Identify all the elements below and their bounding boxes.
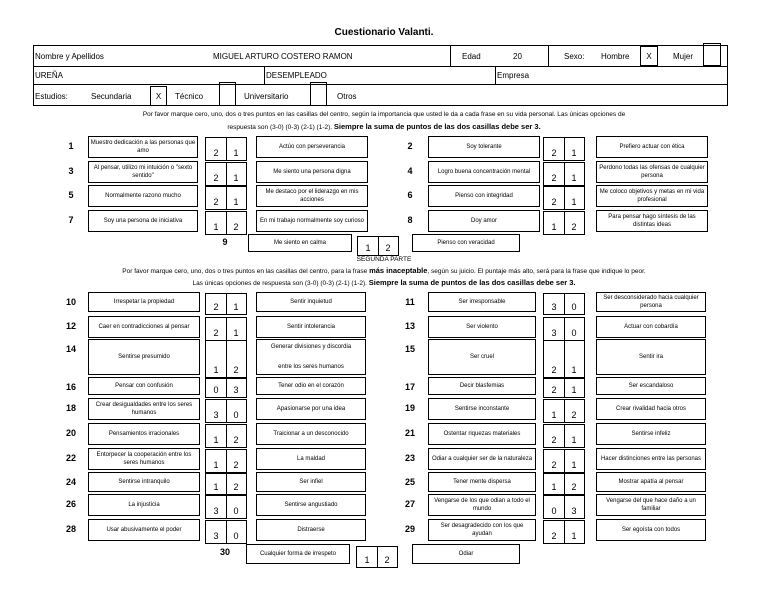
score-cell-first[interactable]: 0 <box>213 385 219 395</box>
statement-a: Muestro dedicación a las personas que amo <box>88 136 198 158</box>
score-cell-second[interactable]: 1 <box>571 460 577 470</box>
statement-b: Sentirse infeliz <box>596 423 706 445</box>
sex-label: Sexo: <box>564 52 585 61</box>
item-number: 21 <box>404 428 415 438</box>
statement-b-line2: entre los seres humanos <box>278 364 344 370</box>
part2-instruction-bold2: Siempre la suma de puntos de las dos casillas debe ser 3. <box>368 278 576 287</box>
secundaria-checkbox[interactable]: X <box>150 86 167 106</box>
statement-a: Odiar a cualquier ser de la naturaleza <box>428 448 536 470</box>
score-pair <box>543 162 585 186</box>
score-pair <box>543 399 585 423</box>
statement-b: Apasionarse por una idea <box>256 398 366 420</box>
part2-instruction-options: Las únicas opciones de respuesta son (3-0) (0-3) (2-1) (1-2). <box>192 280 367 287</box>
score-pair <box>356 546 398 568</box>
score-cell-first[interactable]: 1 <box>365 243 371 253</box>
score-cell-first[interactable]: 1 <box>213 435 219 445</box>
score-cell-second[interactable]: 1 <box>233 197 239 207</box>
score-cell-second[interactable]: 2 <box>571 222 577 232</box>
statement-a: Decir blasfemias <box>428 377 536 395</box>
score-pair <box>543 520 585 544</box>
statement-a: Ser irresponsable <box>428 292 536 312</box>
part1-instruction-line2 <box>0 121 768 133</box>
statement-a: Pienso con integridad <box>428 185 540 207</box>
score-cell-first[interactable]: 3 <box>213 410 219 420</box>
score-pair <box>357 236 399 256</box>
statement-b: Me destaco por el liderazgo en mis acciones <box>256 185 368 207</box>
score-pair <box>205 186 247 210</box>
score-cell-first[interactable]: 2 <box>213 302 219 312</box>
statement-b: Para pensar hago síntesis de las distintas ideas <box>596 210 708 232</box>
statement-a: Entorpecer la cooperación entre los seres humanos <box>88 448 200 470</box>
score-cell-second[interactable]: 2 <box>384 555 390 565</box>
score-cell-second[interactable]: 1 <box>571 435 577 445</box>
score-pair <box>205 399 247 423</box>
statement-a: La injusticia <box>88 494 200 516</box>
item-number: 20 <box>65 428 76 438</box>
score-cell-second[interactable]: 3 <box>233 385 239 395</box>
statement-b: Sentir ira <box>596 339 706 375</box>
header-divider-age <box>450 45 451 66</box>
score-cell-first[interactable]: 1 <box>364 555 370 565</box>
part2-instruction-line2 <box>0 277 768 289</box>
statement-a: Normalmente razono mucho <box>88 185 198 207</box>
item-number: 16 <box>65 382 76 392</box>
score-pair <box>543 186 585 210</box>
score-cell-first[interactable]: 2 <box>213 197 219 207</box>
score-cell-first[interactable]: 2 <box>551 460 557 470</box>
statement-b: Mostrar apatía al pensar <box>596 472 706 492</box>
item-number: 8 <box>407 215 413 225</box>
score-cell-first[interactable]: 1 <box>213 460 219 470</box>
statement-b: Perdono todas las ofensas de cualquier persona <box>596 161 708 183</box>
statement-b: Sentir inquietud <box>256 292 366 312</box>
statement-a: Ser violento <box>428 316 536 338</box>
statement-b: La maldad <box>256 448 366 470</box>
item-number: 7 <box>68 215 74 225</box>
score-cell-first[interactable]: 2 <box>551 435 557 445</box>
score-cell-second[interactable]: 0 <box>233 506 239 516</box>
statement-a: Soy una persona de iniciativa <box>88 210 198 232</box>
score-cell-first[interactable]: 2 <box>551 365 557 375</box>
score-cell-second[interactable]: 1 <box>571 385 577 395</box>
score-pair <box>205 137 247 161</box>
score-cell-first[interactable]: 3 <box>213 531 219 541</box>
statement-b: Ser egoísta con todos <box>596 519 706 541</box>
secundaria-label: Secundaria <box>91 92 132 101</box>
statement-a: Doy amor <box>428 210 540 232</box>
item-number: 27 <box>404 499 415 509</box>
score-cell-first[interactable]: 1 <box>213 365 219 375</box>
item-number: 11 <box>405 297 415 307</box>
score-cell-first[interactable]: 2 <box>551 197 557 207</box>
score-pair <box>543 340 585 378</box>
score-cell-second[interactable]: 2 <box>233 460 239 470</box>
header-line-2 <box>33 66 728 67</box>
form-title: Cuestionario Valanti. <box>334 27 434 38</box>
score-cell-second[interactable]: 1 <box>571 197 577 207</box>
score-cell-second[interactable]: 0 <box>233 410 239 420</box>
header-line-3 <box>33 84 728 85</box>
item-number: 13 <box>404 321 415 331</box>
score-pair <box>205 340 247 378</box>
part1-instruction-options: respuesta son (3-0) (0-3) (2-1) (1-2). <box>227 124 333 131</box>
score-cell-second[interactable]: 0 <box>571 328 577 338</box>
header-border-left <box>33 45 34 106</box>
score-cell-second[interactable]: 2 <box>571 482 577 492</box>
score-cell-second[interactable]: 3 <box>571 506 577 516</box>
part1-instruction-line1: Por favor marque cero, uno, dos o tres puntos en las casillas del centro, según la importancia que usted le da a cada frase en su vida personal. Las únicas opciones de <box>142 111 626 118</box>
statement-b: Hacer distinciones entre las personas <box>596 448 706 470</box>
statement-a: Usar abusivamente el poder <box>88 519 200 541</box>
item-number: 2 <box>407 141 413 151</box>
score-cell-second[interactable]: 2 <box>233 222 239 232</box>
score-cell-first[interactable]: 1 <box>213 482 219 492</box>
score-cell-second[interactable]: 2 <box>233 435 239 445</box>
item-number: 17 <box>404 382 415 392</box>
score-pair <box>543 317 585 341</box>
item-number: 22 <box>65 453 76 463</box>
statement-b: Me coloco objetivos y metas en mi vida profesional <box>596 185 708 207</box>
female-label: Mujer <box>673 52 694 61</box>
score-pair <box>205 473 247 495</box>
statement-b <box>256 339 366 375</box>
age-value[interactable]: 20 <box>513 52 522 61</box>
score-cell-first[interactable]: 2 <box>213 173 219 183</box>
score-cell-second[interactable]: 2 <box>233 365 239 375</box>
part2-instruction-post: , según su juicio. El puntaje más alto, será para la frase que indique lo peor. <box>427 268 646 275</box>
item-number: 23 <box>404 453 415 463</box>
item-number: 14 <box>65 344 76 354</box>
score-cell-first[interactable]: 2 <box>213 148 219 158</box>
score-pair <box>543 137 585 161</box>
score-pair <box>543 449 585 473</box>
statement-b: Prefiero actuar con ética <box>596 136 708 158</box>
statement-a: Sentirse inconstante <box>428 398 536 420</box>
statement-a: Soy tolerante <box>428 136 540 158</box>
score-cell-first[interactable]: 1 <box>551 410 557 420</box>
score-cell-second[interactable]: 1 <box>571 365 577 375</box>
statement-a: Ser desagradecido con los que ayudan <box>428 519 536 541</box>
statement-a: Caer en contradicciones al pensar <box>88 316 200 338</box>
item-number: 6 <box>407 190 413 200</box>
statement-a: Me siento en calma <box>248 234 352 252</box>
statement-b: Actúo con perseverancia <box>256 136 368 158</box>
statement-a: Irrespetar la propiedad <box>88 292 200 312</box>
score-cell-second[interactable]: 2 <box>233 482 239 492</box>
header-line-bottom <box>33 105 728 106</box>
statement-b: Sentir intolerancia <box>256 316 366 338</box>
item-number: 26 <box>65 499 76 509</box>
statement-b-line1: Generar divisiones y discordia <box>270 344 352 350</box>
statement-a: Sentirse intranquilo <box>88 472 200 492</box>
universitario-label: Universitario <box>244 92 289 101</box>
item-number: 9 <box>222 237 228 247</box>
score-cell-second[interactable]: 2 <box>385 243 391 253</box>
tecnico-label: Técnico <box>175 92 204 101</box>
score-cell-second[interactable]: 1 <box>233 173 239 183</box>
score-cell-second[interactable]: 1 <box>233 328 239 338</box>
score-pair <box>543 424 585 448</box>
item-number: 25 <box>404 477 415 487</box>
item-number: 18 <box>65 403 76 413</box>
statement-a: Ser cruel <box>428 339 536 375</box>
female-checkbox[interactable] <box>703 43 721 66</box>
statement-b: Actuar con cobardía <box>596 316 706 338</box>
name-value[interactable]: MIGUEL ARTURO COSTERO RAMON <box>213 52 353 61</box>
part2-instruction-line1 <box>0 265 768 277</box>
item-number: 4 <box>407 166 413 176</box>
statement-a: Sentirse presumido <box>88 339 200 375</box>
occupation-value[interactable]: DESEMPLEADO <box>266 71 327 80</box>
score-cell-second[interactable]: 0 <box>233 531 239 541</box>
statement-b: Traicionar a un desconocido <box>256 423 366 445</box>
item-number: 3 <box>68 166 74 176</box>
score-cell-second[interactable]: 1 <box>571 531 577 541</box>
statement-a: Logro buena concentración mental <box>428 161 540 183</box>
male-label: Hombre <box>601 52 630 61</box>
part2-instruction-pre: Por favor marque cero, uno, dos o tres puntos en las casillas del centro, para la frase <box>122 268 368 275</box>
header-divider-sex <box>548 45 549 66</box>
city-value[interactable]: UREÑA <box>35 71 64 80</box>
header-line-top <box>33 45 728 46</box>
score-pair <box>543 293 585 315</box>
statement-b: Ser desconsiderado hacia cualquier persona <box>596 292 706 312</box>
score-cell-first[interactable]: 1 <box>213 222 219 232</box>
score-cell-second[interactable]: 1 <box>233 148 239 158</box>
score-pair <box>205 378 247 398</box>
statement-a: Crear desigualdades entre los seres humanos <box>88 398 200 420</box>
statement-a: Pensar con confusión <box>88 377 200 395</box>
statement-b: Tener odio en el corazón <box>256 377 366 395</box>
item-number: 12 <box>65 321 76 331</box>
score-pair <box>205 424 247 448</box>
male-checkbox[interactable]: X <box>640 46 658 66</box>
score-pair <box>205 449 247 473</box>
score-cell-first[interactable]: 2 <box>551 148 557 158</box>
header-divider-occupation <box>264 66 265 84</box>
score-pair <box>205 520 247 544</box>
score-pair <box>205 317 247 341</box>
score-cell-second[interactable]: 2 <box>571 410 577 420</box>
universitario-checkbox[interactable] <box>310 82 327 106</box>
score-pair <box>205 211 247 235</box>
statement-a: Al pensar, utilizo mi intuición o "sexto sentido" <box>88 161 198 183</box>
part1-instruction-bold: Siempre la suma de puntos de las dos casillas debe ser 3. <box>333 122 541 131</box>
score-pair <box>543 378 585 398</box>
item-number: 10 <box>65 297 76 307</box>
score-cell-first[interactable]: 2 <box>551 385 557 395</box>
score-pair <box>205 495 247 519</box>
score-cell-first[interactable]: 2 <box>551 531 557 541</box>
score-cell-first[interactable]: 1 <box>551 482 557 492</box>
score-cell-second[interactable]: 1 <box>571 173 577 183</box>
item-number: 28 <box>65 524 76 534</box>
statement-b: Distraerse <box>256 519 366 541</box>
otros-label: Otros <box>337 92 357 101</box>
score-cell-second[interactable]: 0 <box>571 302 577 312</box>
score-cell-first[interactable]: 3 <box>551 302 557 312</box>
name-label: Nombre y Apellidos <box>35 52 104 61</box>
statement-b: Sentirse angustiado <box>256 494 366 516</box>
score-cell-first[interactable]: 3 <box>213 506 219 516</box>
score-cell-first[interactable]: 2 <box>213 328 219 338</box>
score-pair <box>543 211 585 235</box>
statement-a: Ostentar riquezas materiales <box>428 423 536 445</box>
age-label: Edad <box>462 52 481 61</box>
studies-label: Estudios: <box>35 92 68 101</box>
part2-heading: SEGUNDA PARTE <box>356 256 412 263</box>
statement-a: Vengarse de los que odian a todo el mundo <box>428 494 536 516</box>
item-number: 19 <box>404 403 415 413</box>
score-cell-second[interactable]: 1 <box>571 148 577 158</box>
statement-b: Crear rivalidad hacia otros <box>596 398 706 420</box>
score-cell-first[interactable]: 0 <box>551 506 557 516</box>
header-border-right <box>727 45 728 106</box>
statement-b: Pienso con veracidad <box>412 234 520 252</box>
item-number: 1 <box>68 141 74 151</box>
statement-a: Cualquier forma de irrespeto <box>246 544 350 564</box>
statement-b: Vengarse del que hace daño a un familiar <box>596 494 706 516</box>
statement-b: Ser infiel <box>256 472 366 492</box>
score-cell-first[interactable]: 1 <box>551 222 557 232</box>
item-number: 29 <box>404 524 415 534</box>
header-divider-company <box>495 66 496 84</box>
company-label: Empresa <box>497 71 530 80</box>
item-number: 30 <box>219 547 230 557</box>
part2-instruction-bold1: más inaceptable <box>369 266 428 275</box>
statement-b: Ser escandaloso <box>596 377 706 395</box>
score-pair <box>543 473 585 495</box>
score-pair <box>205 162 247 186</box>
statement-a: Pensamientos irracionales <box>88 423 200 445</box>
item-number: 24 <box>65 477 76 487</box>
statement-a: Tener mente dispersa <box>428 472 536 492</box>
score-cell-first[interactable]: 3 <box>551 328 557 338</box>
score-pair <box>205 293 247 315</box>
item-number: 5 <box>68 190 74 200</box>
item-number: 15 <box>404 344 415 354</box>
score-pair <box>543 495 585 519</box>
tecnico-checkbox[interactable] <box>219 82 236 106</box>
statement-b: En mi trabajo normalmente soy curioso <box>256 210 368 232</box>
score-cell-second[interactable]: 1 <box>233 302 239 312</box>
statement-b: Me siento una persona digna <box>256 161 368 183</box>
score-cell-first[interactable]: 2 <box>551 173 557 183</box>
statement-b: Odiar <box>412 544 520 564</box>
